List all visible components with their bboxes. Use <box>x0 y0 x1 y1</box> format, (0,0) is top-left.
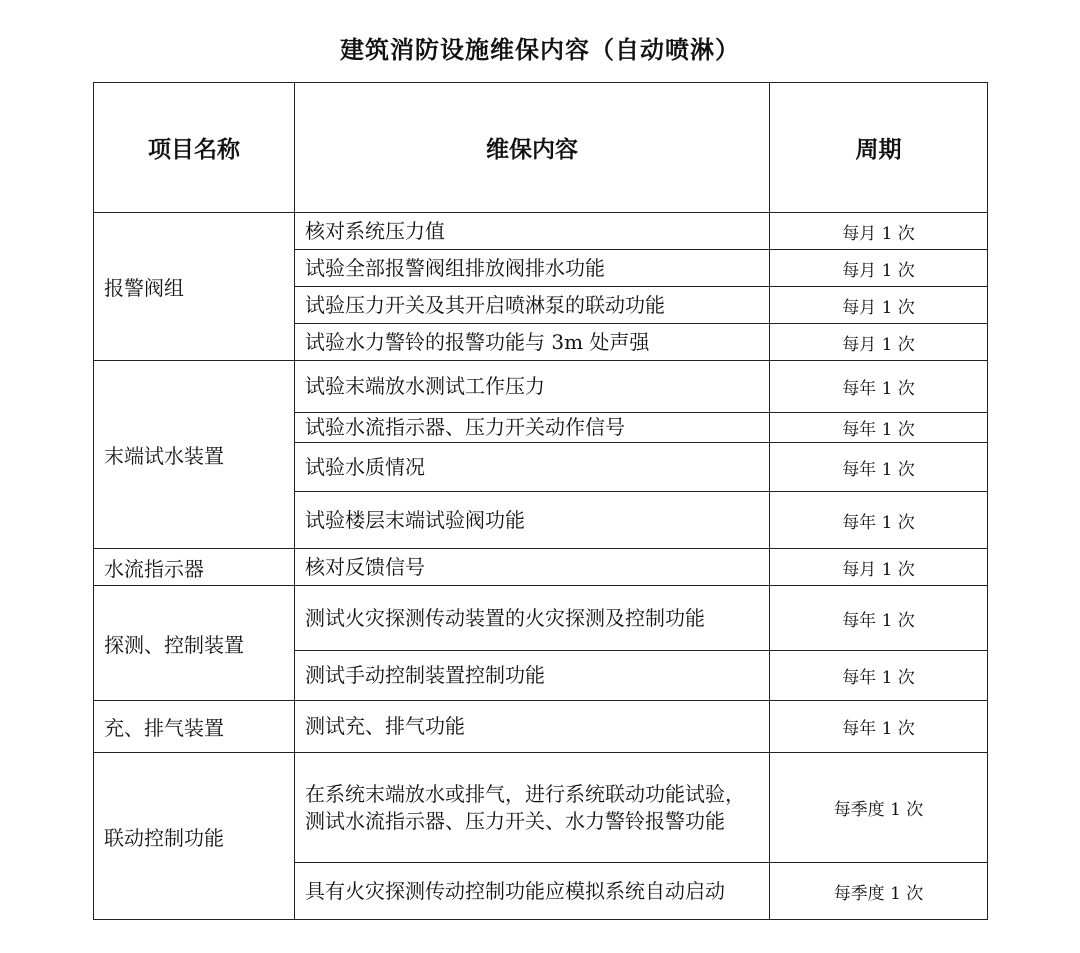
row-cycle: 每月 1 次 <box>770 250 988 287</box>
table-row <box>94 586 988 651</box>
row-cycle: 每年 1 次 <box>770 586 988 651</box>
group-name: 水流指示器 <box>94 549 295 586</box>
row-cycle: 每月 1 次 <box>770 213 988 250</box>
row-cycle: 每月 1 次 <box>770 287 988 324</box>
table-row <box>94 213 988 250</box>
row-content: 试验水流指示器、压力开关动作信号 <box>295 413 770 443</box>
row-content: 试验水质情况 <box>295 443 770 492</box>
row-cycle: 每季度 1 次 <box>770 863 988 920</box>
header-row <box>94 83 988 213</box>
row-content: 试验全部报警阀组排放阀排水功能 <box>295 250 770 287</box>
row-content: 测试充、排气功能 <box>295 701 770 753</box>
table-row <box>94 753 988 863</box>
table-row <box>94 549 988 586</box>
row-content: 试验楼层末端试验阀功能 <box>295 492 770 549</box>
row-content: 试验压力开关及其开启喷淋泵的联动功能 <box>295 287 770 324</box>
maintenance-table <box>93 82 988 920</box>
row-cycle: 每年 1 次 <box>770 413 988 443</box>
row-cycle: 每年 1 次 <box>770 651 988 701</box>
row-content: 核对系统压力值 <box>295 213 770 250</box>
row-content: 试验水力警铃的报警功能与 3m 处声强 <box>295 324 770 361</box>
header-cycle: 周期 <box>770 83 988 213</box>
table-row <box>94 701 988 753</box>
group-name: 联动控制功能 <box>94 753 295 920</box>
row-content: 具有火灾探测传动控制功能应模拟系统自动启动 <box>295 863 770 920</box>
row-content: 在系统末端放水或排气，进行系统联动功能试验，测试水流指示器、压力开关、水力警铃报警功能 <box>295 753 770 863</box>
group-name: 充、排气装置 <box>94 701 295 753</box>
row-content: 核对反馈信号 <box>295 549 770 586</box>
header-item: 项目名称 <box>94 83 295 213</box>
row-content: 试验末端放水测试工作压力 <box>295 361 770 413</box>
row-cycle: 每季度 1 次 <box>770 753 988 863</box>
row-content: 测试火灾探测传动装置的火灾探测及控制功能 <box>295 586 770 651</box>
row-content: 测试手动控制装置控制功能 <box>295 651 770 701</box>
table-row <box>94 361 988 413</box>
header-content: 维保内容 <box>295 83 770 213</box>
row-cycle: 每年 1 次 <box>770 443 988 492</box>
row-cycle: 每年 1 次 <box>770 701 988 753</box>
group-name: 末端试水装置 <box>94 361 295 549</box>
row-cycle: 每年 1 次 <box>770 492 988 549</box>
document-title: 建筑消防设施维保内容（自动喷淋） <box>340 36 740 64</box>
row-cycle: 每年 1 次 <box>770 361 988 413</box>
row-cycle: 每月 1 次 <box>770 549 988 586</box>
group-name: 探测、控制装置 <box>94 586 295 701</box>
row-cycle: 每月 1 次 <box>770 324 988 361</box>
group-name: 报警阀组 <box>94 213 295 361</box>
